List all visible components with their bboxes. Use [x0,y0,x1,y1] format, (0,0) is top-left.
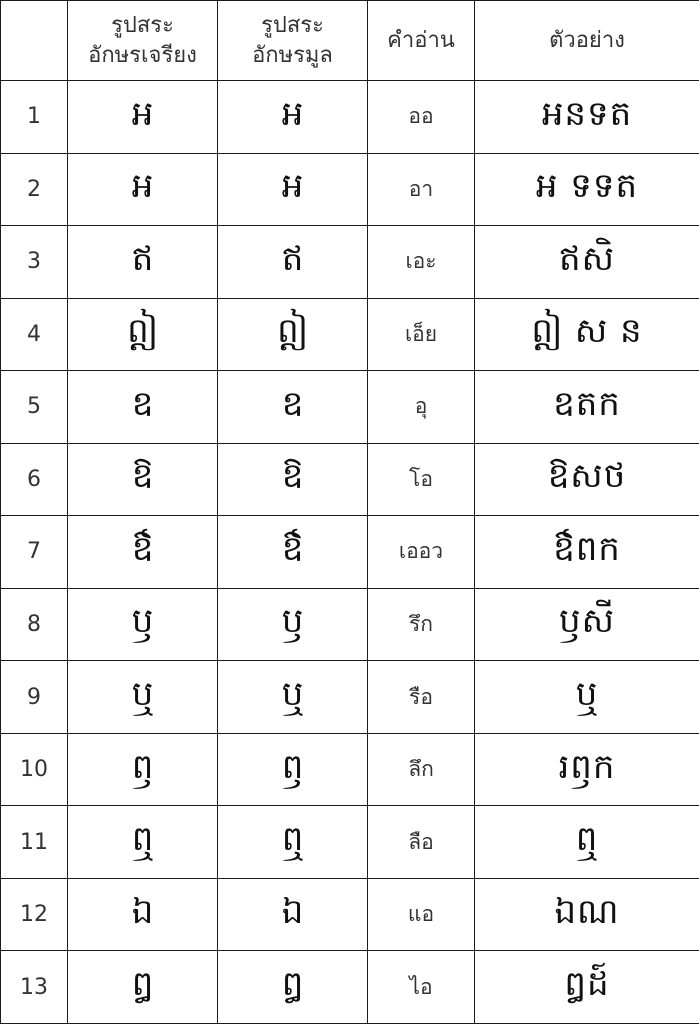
literary-vowel-cell: ឮ [68,806,218,879]
header-number [1,1,68,81]
example-cell: អ ទទត [475,153,699,226]
header-mul-line2: อักษรมูล [252,42,333,68]
row-number: 10 [1,733,68,806]
row-number: 11 [1,806,68,879]
reading-cell: อุ [368,371,475,444]
literary-vowel-cell: អ [68,81,218,154]
example-cell: ឧតក [475,371,699,444]
mul-vowel-cell: ឰ [218,951,368,1024]
row-number: 6 [1,443,68,516]
reading-cell: เอ็ย [368,298,475,371]
table-row [1,733,699,806]
header-example: ตัวอย่าง [475,1,699,81]
example-cell: ឫសី [475,588,699,661]
literary-vowel-cell: ឭ [68,733,218,806]
table-row [1,588,699,661]
mul-vowel-cell: ឯ [218,878,368,951]
example-cell: ឬ [475,661,699,734]
mul-vowel-cell: អ [218,153,368,226]
row-number: 1 [1,81,68,154]
header-reading: คำอ่าน [368,1,475,81]
example-cell: អនទត [475,81,699,154]
mul-vowel-cell: ឧ [218,371,368,444]
table-row [1,878,699,951]
mul-vowel-cell: ឳ [218,516,368,589]
mul-vowel-cell: ឮ [218,806,368,879]
literary-vowel-cell: ឦ [68,298,218,371]
example-cell: ឦ ស ន [475,298,699,371]
mul-vowel-cell: អ [218,81,368,154]
header-literary-vowel [68,1,218,81]
mul-vowel-cell: ឭ [218,733,368,806]
mul-vowel-cell: ឬ [218,661,368,734]
reading-cell: อา [368,153,475,226]
mul-vowel-cell: ឦ [218,298,368,371]
literary-vowel-cell: ឥ [68,226,218,299]
example-cell: ឰដ៍ [475,951,699,1024]
reading-cell: ไอ [368,951,475,1024]
table-row [1,81,699,154]
header-mul-vowel [218,1,368,81]
reading-cell: ลือ [368,806,475,879]
table-row [1,226,699,299]
reading-cell: รึก [368,588,475,661]
header-literary-line2: อักษรเจรียง [88,42,197,68]
row-number: 3 [1,226,68,299]
header-mul-line1: รูปสระ [261,12,324,38]
example-cell: ឥសិ [475,226,699,299]
example-cell: ឱសថ [475,443,699,516]
reading-cell: เอะ [368,226,475,299]
example-cell: ឯណ [475,878,699,951]
header-literary-line1: รูปสระ [111,12,174,38]
literary-vowel-cell: អ [68,153,218,226]
row-number: 12 [1,878,68,951]
literary-vowel-cell: ឬ [68,661,218,734]
row-number: 4 [1,298,68,371]
row-number: 8 [1,588,68,661]
row-number: 5 [1,371,68,444]
mul-vowel-cell: ឫ [218,588,368,661]
reading-cell: ลึก [368,733,475,806]
mul-vowel-cell: ឱ [218,443,368,516]
table-row [1,806,699,879]
literary-vowel-cell: ឧ [68,371,218,444]
literary-vowel-cell: ឱ [68,443,218,516]
example-cell: ឳពក [475,516,699,589]
table-row [1,951,699,1024]
reading-cell: รือ [368,661,475,734]
mul-vowel-cell: ឥ [218,226,368,299]
row-number: 2 [1,153,68,226]
row-number: 9 [1,661,68,734]
row-number: 7 [1,516,68,589]
reading-cell: แอ [368,878,475,951]
row-number: 13 [1,951,68,1024]
literary-vowel-cell: ឳ [68,516,218,589]
example-cell: ឮ [475,806,699,879]
literary-vowel-cell: ឯ [68,878,218,951]
reading-cell: ออ [368,81,475,154]
table-row [1,371,699,444]
table-row [1,298,699,371]
header-row [1,1,699,81]
literary-vowel-cell: ឫ [68,588,218,661]
table-row [1,443,699,516]
table-row [1,661,699,734]
example-cell: រឭក [475,733,699,806]
literary-vowel-cell: ឰ [68,951,218,1024]
reading-cell: โอ [368,443,475,516]
table-row [1,153,699,226]
reading-cell: เออว [368,516,475,589]
table-row [1,516,699,589]
